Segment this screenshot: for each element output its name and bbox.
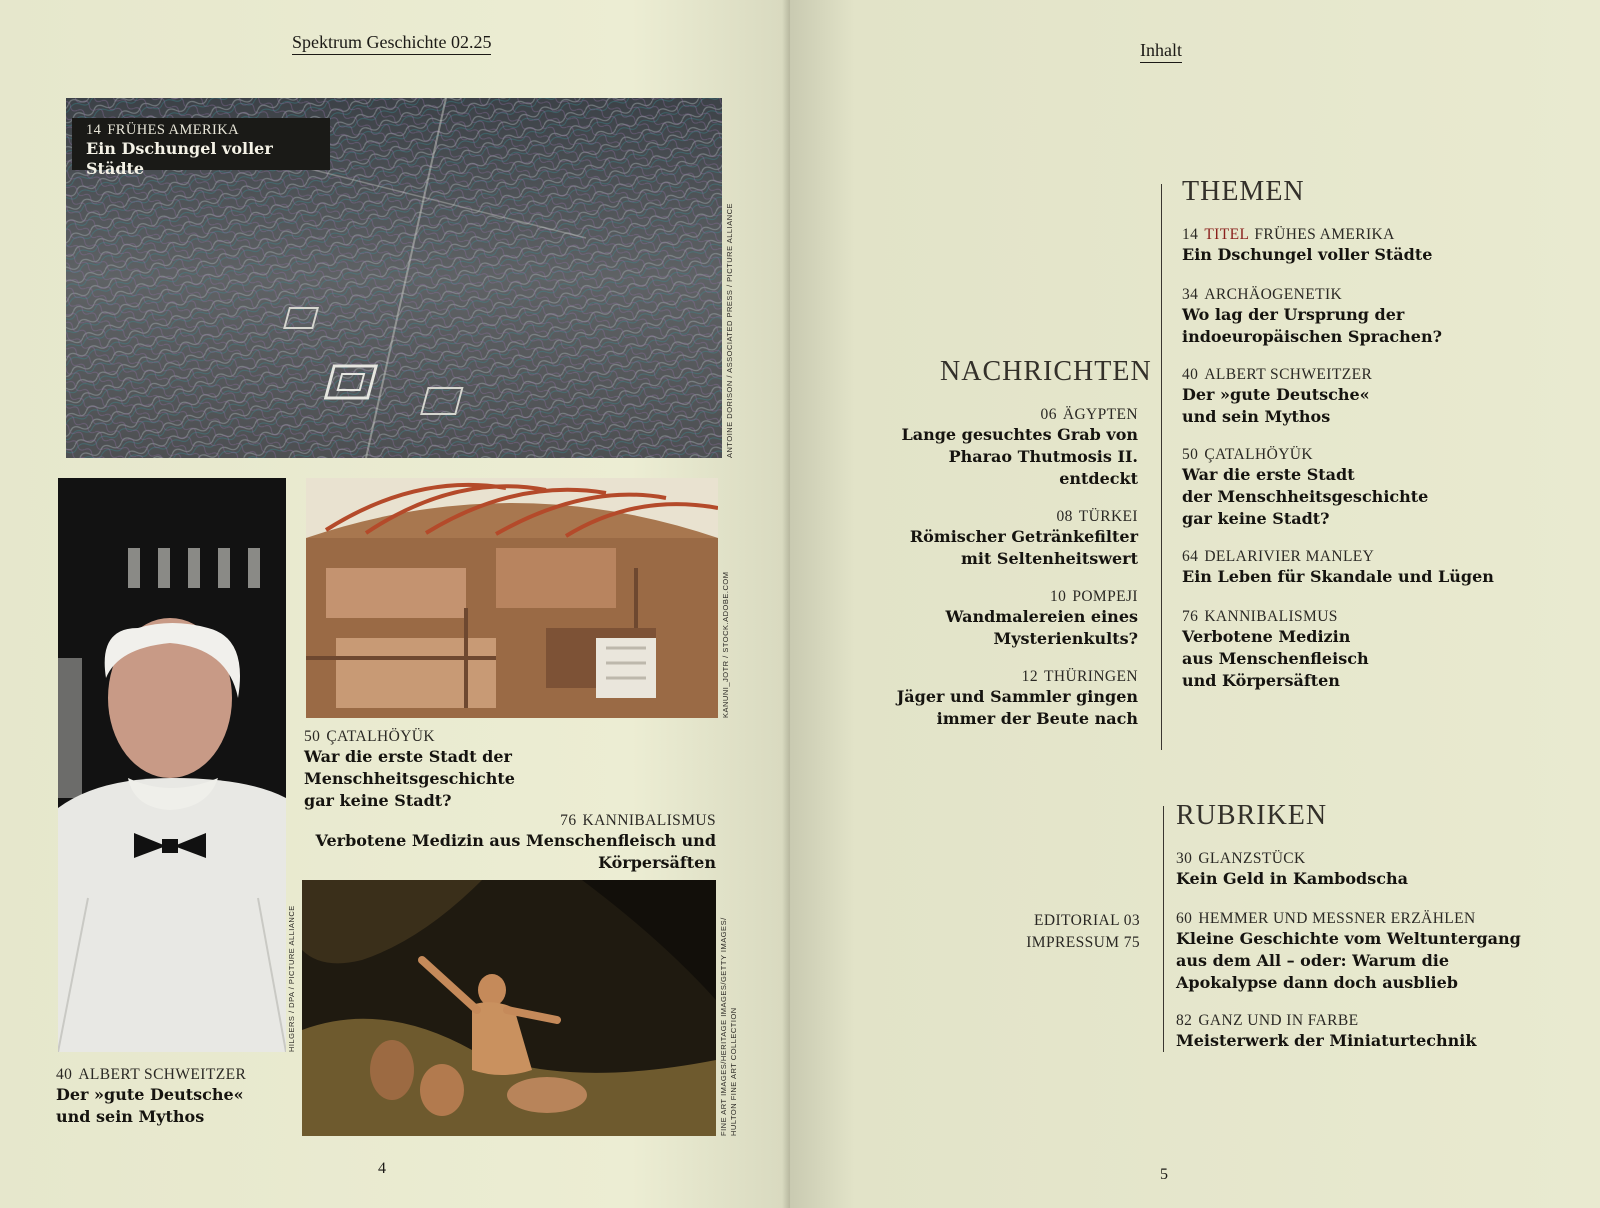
toc-headline-line: Verbotene Medizin bbox=[1182, 627, 1351, 646]
caption-schweitzer-topic: ALBERT SCHWEITZER bbox=[78, 1066, 247, 1083]
extras-label: EDITORIAL bbox=[1034, 912, 1120, 929]
toc-headline-line: mit Seltenheitswert bbox=[960, 549, 1138, 568]
toc-topic: ÇATALHÖYÜK bbox=[1204, 446, 1313, 463]
toc-page-number: 76 bbox=[1182, 608, 1199, 625]
toc-entry bbox=[1182, 286, 1562, 348]
toc-entry bbox=[1182, 446, 1562, 530]
toc-topic: FRÜHES AMERIKA bbox=[1254, 226, 1395, 243]
caption-kannibalismus-number: 76 bbox=[560, 812, 577, 829]
toc-headline-line: Lange gesuchtes Grab von bbox=[901, 425, 1138, 444]
toc-headline-line: Jäger und Sammler gingen bbox=[896, 687, 1138, 706]
page-number-right: 5 bbox=[1160, 1166, 1168, 1183]
page-number-left: 4 bbox=[378, 1160, 386, 1177]
toc-kicker bbox=[888, 508, 1138, 526]
toc-kicker bbox=[888, 588, 1138, 606]
toc-headline-line: aus Menschenfleisch bbox=[1182, 649, 1369, 668]
left-page bbox=[0, 0, 790, 1208]
credit-lidar: ANTOINE DORISON / ASSOCIATED PRESS / PICTURE ALLIANCE bbox=[725, 202, 734, 458]
toc-kicker bbox=[1182, 548, 1562, 566]
toc-headline-line: Ein Leben für Skandale und Lügen bbox=[1182, 567, 1494, 586]
cannibalism-painting bbox=[302, 880, 716, 1136]
toc-entry bbox=[1176, 850, 1576, 890]
toc-entry bbox=[1176, 1012, 1576, 1052]
credit-dig: KANUNI_JOTR / STOCK.ADOBE.COM bbox=[721, 571, 730, 718]
toc-headline-line: Wandmalereien eines bbox=[945, 607, 1138, 626]
toc-topic: ÄGYPTEN bbox=[1062, 406, 1138, 423]
toc-page-number: 82 bbox=[1176, 1012, 1193, 1029]
caption-catalhoyuk-line1: War die erste Stadt der Menschheitsgeschichte bbox=[304, 747, 515, 788]
toc-topic: TÜRKEI bbox=[1078, 508, 1138, 525]
column-rule-top bbox=[1161, 184, 1162, 750]
overlay-number: 14 bbox=[86, 122, 102, 138]
toc-headline-line: Meisterwerk der Miniaturtechnik bbox=[1176, 1031, 1477, 1050]
toc-page-number: 60 bbox=[1176, 910, 1193, 927]
caption-catalhoyuk-line2: gar keine Stadt? bbox=[304, 791, 452, 810]
toc-headline-line: immer der Beute nach bbox=[936, 709, 1138, 728]
toc-headline-line: indoeuropäischen Sprachen? bbox=[1182, 327, 1442, 346]
toc-page-number: 12 bbox=[1021, 668, 1038, 685]
catalhoyuk-excavation-image bbox=[306, 478, 718, 718]
extras-item bbox=[988, 934, 1140, 952]
extras-number: 75 bbox=[1123, 934, 1140, 951]
excavation-graphic bbox=[306, 478, 718, 718]
caption-catalhoyuk-topic: ÇATALHÖYÜK bbox=[326, 728, 435, 745]
toc-kicker bbox=[1176, 850, 1576, 868]
toc-topic: KANNIBALISMUS bbox=[1204, 608, 1338, 625]
caption-kannibalismus bbox=[300, 812, 716, 874]
toc-headline-line: Mysterienkults? bbox=[993, 629, 1138, 648]
toc-page-number: 50 bbox=[1182, 446, 1199, 463]
toc-kicker bbox=[1176, 910, 1576, 928]
portrait-graphic bbox=[58, 478, 286, 1052]
overlay-topic: FRÜHES AMERIKA bbox=[107, 122, 240, 138]
painting-graphic bbox=[302, 880, 716, 1136]
toc-headline-line: Kleine Geschichte vom Weltuntergang bbox=[1176, 929, 1521, 948]
toc-page-number: 08 bbox=[1056, 508, 1073, 525]
toc-headline-line: Wo lag der Ursprung der bbox=[1182, 305, 1405, 324]
toc-topic: GANZ UND IN FARBE bbox=[1198, 1012, 1359, 1029]
extras-label: IMPRESSUM bbox=[1026, 934, 1120, 951]
caption-schweitzer-line2: und sein Mythos bbox=[56, 1107, 205, 1126]
toc-headline-line: der Menschheitsgeschichte bbox=[1182, 487, 1429, 506]
toc-kicker bbox=[1182, 226, 1562, 244]
toc-headline-line: entdeckt bbox=[1059, 469, 1138, 488]
toc-entry bbox=[888, 406, 1138, 490]
toc-kicker bbox=[1182, 608, 1562, 626]
credit-painting-2: HULTON FINE ART COLLECTION bbox=[729, 1007, 738, 1136]
caption-schweitzer bbox=[56, 1066, 296, 1128]
extras-item bbox=[988, 912, 1140, 930]
toc-flag: TITEL bbox=[1204, 226, 1250, 243]
caption-catalhoyuk-number: 50 bbox=[304, 728, 321, 745]
credit-painting-1: FINE ART IMAGES/HERITAGE IMAGES/GETTY IMAGES/ bbox=[719, 917, 728, 1136]
rubriken-heading: RUBRIKEN bbox=[1176, 800, 1328, 831]
toc-page-number: 10 bbox=[1050, 588, 1067, 605]
toc-topic: HEMMER UND MESSNER ERZÄHLEN bbox=[1198, 910, 1476, 927]
toc-topic: DELARIVIER MANLEY bbox=[1204, 548, 1375, 565]
caption-kannibalismus-topic: KANNIBALISMUS bbox=[582, 812, 716, 829]
toc-headline-line: Kein Geld in Kambodscha bbox=[1176, 869, 1408, 888]
toc-headline-line: Ein Dschungel voller Städte bbox=[1182, 245, 1433, 264]
toc-headline-line: aus dem All – oder: Warum die bbox=[1176, 951, 1450, 970]
column-rule-bottom bbox=[1163, 806, 1164, 1052]
toc-kicker bbox=[1182, 366, 1562, 384]
toc-headline-line: Pharao Thutmosis II. bbox=[948, 447, 1138, 466]
caption-catalhoyuk bbox=[304, 728, 724, 812]
toc-topic: ARCHÄOGENETIK bbox=[1204, 286, 1343, 303]
toc-topic: GLANZSTÜCK bbox=[1198, 850, 1306, 867]
caption-kannibalismus-line2: Körpersäften bbox=[598, 853, 716, 872]
toc-page-number: 06 bbox=[1040, 406, 1057, 423]
toc-entry bbox=[1182, 226, 1562, 266]
caption-schweitzer-line1: Der »gute Deutsche« bbox=[56, 1085, 244, 1104]
toc-page-number: 14 bbox=[1182, 226, 1199, 243]
toc-page-number: 30 bbox=[1176, 850, 1193, 867]
toc-kicker bbox=[1182, 446, 1562, 464]
toc-entry bbox=[1182, 608, 1562, 692]
toc-kicker bbox=[888, 668, 1138, 686]
toc-topic: POMPEJI bbox=[1072, 588, 1138, 605]
toc-headline-line: War die erste Stadt bbox=[1182, 465, 1355, 484]
toc-page-number: 34 bbox=[1182, 286, 1199, 303]
toc-entry bbox=[1176, 910, 1576, 994]
right-page bbox=[790, 0, 1600, 1208]
toc-headline-line: Römischer Getränkefilter bbox=[909, 527, 1138, 546]
toc-kicker bbox=[888, 406, 1138, 424]
credit-portrait: HILGERS / DPA / PICTURE ALLIANCE bbox=[287, 905, 296, 1052]
themen-heading: THEMEN bbox=[1182, 176, 1305, 207]
toc-entry bbox=[1182, 548, 1562, 588]
running-head-left: Spektrum Geschichte 02.25 bbox=[292, 32, 491, 55]
toc-headline-line: Der »gute Deutsche« bbox=[1182, 385, 1370, 404]
toc-kicker bbox=[1176, 1012, 1576, 1030]
toc-headline-line: gar keine Stadt? bbox=[1182, 509, 1330, 528]
running-head-right: Inhalt bbox=[1140, 40, 1182, 63]
toc-headline-line: Apokalypse dann doch ausblieb bbox=[1176, 973, 1458, 992]
toc-page-number: 64 bbox=[1182, 548, 1199, 565]
schweitzer-portrait bbox=[58, 478, 286, 1052]
toc-kicker bbox=[1182, 286, 1562, 304]
extras-number: 03 bbox=[1123, 912, 1140, 929]
toc-entry bbox=[888, 508, 1138, 570]
overlay-title-box bbox=[72, 118, 330, 178]
toc-entry bbox=[1182, 366, 1562, 428]
toc-topic: ALBERT SCHWEITZER bbox=[1204, 366, 1373, 383]
toc-entry bbox=[888, 668, 1138, 730]
toc-headline-line: und Körpersäften bbox=[1182, 671, 1340, 690]
caption-kannibalismus-line1: Verbotene Medizin aus Menschenfleisch und bbox=[315, 831, 716, 850]
caption-schweitzer-number: 40 bbox=[56, 1066, 73, 1083]
overlay-title: Ein Dschungel voller Städte bbox=[86, 139, 273, 178]
toc-entry bbox=[888, 588, 1138, 650]
toc-headline-line: und sein Mythos bbox=[1182, 407, 1331, 426]
toc-page-number: 40 bbox=[1182, 366, 1199, 383]
nachrichten-heading: NACHRICHTEN bbox=[940, 356, 1152, 387]
toc-topic: THÜRINGEN bbox=[1043, 668, 1138, 685]
